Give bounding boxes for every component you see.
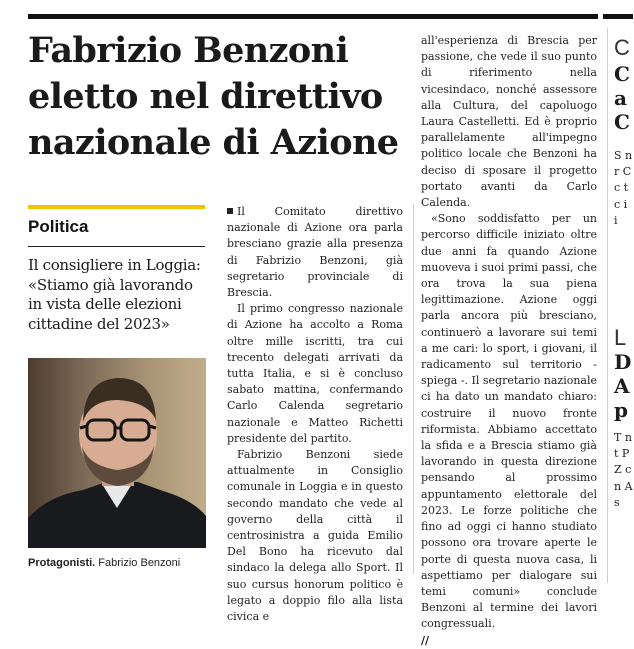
article-paragraph: Fabrizio Benzoni siede attualmente in Consiglio comunale in Loggia e in questo secondo mandato che vede al governo della città il centrosinistra a guida Emilio Del Bono ha ricevuto dal sindaco la delega allo Sport. Il suo cursus honorum politico è legato a doppio filo alla lista civica e [227, 448, 403, 624]
article-subtitle: Il consigliere in Loggia: «Stiamo già lavorando in vista delle elezioni cittadine del 2023» [28, 256, 201, 333]
top-rule-next [603, 14, 633, 19]
next-article-title: C a C [614, 62, 630, 134]
article-end-mark: // [421, 633, 430, 647]
article-column-2 [421, 33, 597, 649]
next-article-title-2: D A p [614, 350, 632, 422]
article-paragraph: Il primo congresso nazionale di Azione ha accolto a Roma oltre mille iscritti, tra cui trecento delegati arrivati da tutta Italia, e si è concluso sabato mattina, confermando Carlo Calenda segretario nazionale e Matteo Richetti presidente del partito. [227, 302, 403, 445]
paragraph-bullet-icon [227, 208, 233, 214]
article-paragraph: Il Comitato direttivo nazionale di Azione ora parla bresciano grazie alla presenza di Fabrizio Benzoni, già segretario provinciale di Brescia. [227, 205, 403, 300]
section-divider [28, 246, 205, 247]
article-headline: Fabrizio Benzoni eletto nel direttivo nazionale di Azione [28, 30, 399, 163]
article-column-1 [227, 204, 403, 625]
next-article-divider [607, 28, 608, 583]
next-article-kicker-2: L [614, 325, 627, 350]
caption-label: Protagonisti. [28, 557, 96, 569]
next-article-text-2: T n t P Z c n A s [614, 431, 633, 509]
next-article-kicker: C [614, 35, 630, 60]
caption-text: Fabrizio Benzoni [98, 557, 181, 569]
portrait-photo [28, 358, 206, 548]
section-label: Politica [28, 217, 89, 236]
section-accent-bar [28, 205, 205, 209]
photo-caption [28, 557, 180, 569]
next-article-text: S n r C c t c i i [614, 149, 633, 227]
article-paragraph: all'esperienza di Brescia per passione, che vede il suo punto di riferimento nella vicesindaco, nonché assessore alla Cultura, del capoluogo Laura Castelletti. Ed è proprio parallelamente all'impegno politico locale che Benzoni ha deciso di sposare il progetto portato avanti da Carlo Calenda. [421, 34, 597, 210]
portrait-illustration [28, 358, 206, 548]
article-paragraph: «Sono soddisfatto per un percorso difficile iniziato oltre due anni fa quando Azione muoveva i suoi primi passi, che ora trova la sua piena legittimazione. Azione oggi parla ancora più bresciano, continuerò a lavorare sui temi a me cari: lo sport, i giovani, il radicamento sul territorio - spiega -. Il segretario nazionale ci ha dato un mandato chiaro: costruire il nuovo fronte riformista. Abbiamo accettato la sfida e a Brescia stiamo già lavorando in questa direzione pensando al prossimo appuntamento elettorale del 2023. Le forze politiche che fino ad oggi ci hanno studiato possono ora trovare aperte le porte di questa nuova casa, li aspettiamo per dialogare sui temi comuni» conclude Benzoni al termine dei lavori congressuali. [421, 212, 597, 631]
top-rule [28, 14, 598, 19]
column-divider [413, 204, 414, 574]
